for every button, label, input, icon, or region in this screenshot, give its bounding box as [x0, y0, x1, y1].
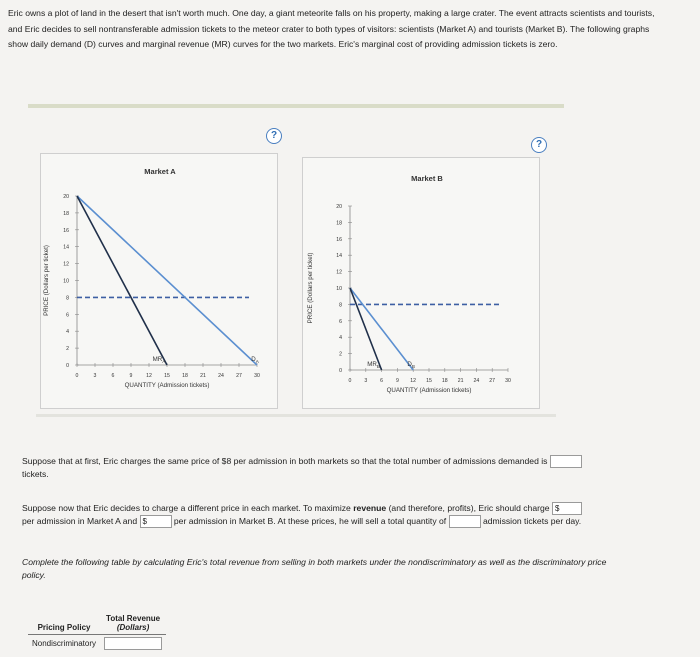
- y-tick-label: 4: [339, 335, 342, 342]
- y-tick-label: 16: [336, 236, 342, 243]
- series-label-subscript: A: [255, 359, 259, 364]
- x-tick-label: 12: [410, 378, 417, 384]
- y-tick-label: 20: [336, 204, 342, 210]
- help-icon-market-b[interactable]: ?: [531, 137, 547, 153]
- x-tick-label: 24: [218, 373, 224, 379]
- y-tick-label: 12: [336, 269, 342, 276]
- question-uniform-text: Suppose that at first, Eric charges the same price of $8 per admission in both markets so that the total number of admissions demanded is: [22, 456, 548, 466]
- series-d-label: [251, 356, 259, 364]
- series-label-main: D: [251, 356, 256, 363]
- series-label-main: D: [407, 361, 412, 368]
- series-label-subscript: B: [411, 364, 415, 369]
- q2-part2: (and therefore, profits), Eric should charge: [388, 503, 550, 513]
- q2-part4: per admission in Market B. At these prices, he will sell a total quantity of: [173, 516, 447, 527]
- y-axis-label: PRICE (Dollars per ticket): [307, 252, 314, 324]
- help-icon-market-a[interactable]: ?: [266, 128, 282, 144]
- y-axis-label: PRICE (Dollars per ticket): [43, 245, 50, 316]
- x-tick-label: 6: [111, 373, 115, 379]
- series-mr-line: [350, 288, 382, 370]
- x-tick-label: 15: [164, 373, 170, 379]
- x-axis-label: QUANTITY (Admission tickets): [124, 382, 210, 389]
- question-discriminatory-price: [22, 502, 672, 528]
- intro-paragraph: Eric owns a plot of land in the desert that isn't worth much. One day, a giant meteorite falls on his property, making a large crater. The event attracts scientists and tourists, and Eric decides to sell nontransferable admission tickets to the meteor crater to both types of visitors: scientists (Market A) and tourists (Market B). The following graphs show daily demand (D) curves and marginal revenue (MR) curves for the two markets. Eric's marginal cost of providing admission tickets is zero.: [8, 8, 655, 49]
- x-tick-label: 21: [457, 378, 464, 384]
- y-tick-label: 10: [336, 286, 342, 292]
- y-tick-label: 16: [63, 227, 69, 234]
- y-tick-label: 4: [66, 329, 69, 336]
- series-mr-label: [153, 356, 167, 364]
- x-tick-label: 6: [380, 378, 384, 384]
- series-d-line: [77, 196, 257, 365]
- q2-part1: Suppose now that Eric decides to charge a different price in each market. To maximize: [22, 503, 351, 513]
- x-tick-label: 18: [441, 378, 448, 384]
- x-tick-label: 18: [182, 373, 188, 379]
- y-tick-label: 8: [339, 302, 342, 309]
- revenue-table: [28, 612, 166, 652]
- y-tick-label: 14: [63, 244, 69, 251]
- series-d-line: [350, 288, 413, 370]
- col-header-total-revenue-line2: (Dollars): [116, 623, 150, 632]
- series-d-label: [407, 361, 415, 369]
- series-label-main: MR: [152, 356, 163, 363]
- x-tick-label: 15: [426, 378, 432, 384]
- x-tick-label: 30: [254, 373, 260, 379]
- col-header-pricing-policy: Pricing Policy: [28, 612, 100, 635]
- y-tick-label: 20: [63, 194, 69, 200]
- price-market-a-input[interactable]: [552, 502, 582, 515]
- y-tick-label: 0: [339, 368, 342, 374]
- x-tick-label: 9: [395, 378, 399, 384]
- y-tick-label: 0: [66, 363, 69, 369]
- series-mr-line: [77, 196, 167, 365]
- question-table-instructions: Complete the following table by calculating Eric's total revenue from selling in both markets under the nondiscriminatory as well as the discriminatory price policy.: [22, 557, 607, 580]
- chart-title: Market A: [144, 167, 176, 176]
- y-tick-label: 18: [336, 220, 342, 227]
- x-tick-label: 21: [200, 373, 206, 379]
- question-uniform-after: tickets.: [22, 469, 49, 480]
- x-tick-label: 24: [473, 378, 480, 384]
- y-tick-label: 2: [339, 351, 342, 358]
- y-tick-label: 8: [66, 295, 69, 302]
- question-uniform-price: [22, 455, 662, 481]
- panel-divider-bottom: [36, 414, 556, 417]
- price-market-a-dollar: $: [554, 504, 560, 514]
- y-tick-label: 2: [66, 346, 69, 353]
- total-quantity-input[interactable]: [449, 515, 481, 528]
- x-tick-label: 9: [129, 373, 133, 379]
- y-tick-label: 6: [339, 318, 342, 325]
- price-market-b-dollar: $: [142, 517, 147, 527]
- total-admissions-input[interactable]: [550, 455, 582, 468]
- x-tick-label: 3: [93, 373, 97, 379]
- q2-part5: admission tickets per day.: [482, 516, 582, 527]
- y-tick-label: 10: [63, 278, 69, 285]
- col-header-total-revenue-line1: Total Revenue: [106, 614, 161, 623]
- x-tick-label: 0: [75, 373, 79, 379]
- x-tick-label: 0: [348, 378, 352, 384]
- x-tick-label: 12: [146, 373, 152, 379]
- x-tick-label: 27: [489, 378, 496, 384]
- q2-part3: per admission in Market A and: [22, 516, 138, 527]
- x-tick-label: 30: [505, 378, 511, 384]
- col-header-total-revenue: [100, 612, 166, 635]
- y-tick-label: 6: [66, 312, 69, 319]
- panel-divider-top: [28, 104, 564, 108]
- revenue-nondiscriminatory-input[interactable]: [104, 637, 162, 650]
- market-a-chart: [40, 153, 276, 407]
- x-tick-label: 3: [364, 378, 368, 384]
- y-tick-label: 12: [63, 261, 69, 268]
- y-tick-label: 14: [336, 253, 342, 260]
- row-label-nondiscriminatory: Nondiscriminatory: [32, 639, 97, 648]
- x-tick-label: 27: [236, 373, 242, 379]
- price-market-b-input[interactable]: [140, 515, 172, 528]
- series-label-subscript: A: [162, 359, 166, 364]
- chart-title: Market B: [411, 174, 443, 183]
- table-row: [28, 635, 166, 653]
- series-label-main: MR: [367, 361, 377, 368]
- y-tick-label: 18: [63, 210, 69, 217]
- q2-bold-revenue: revenue: [353, 503, 387, 513]
- market-b-chart: [302, 157, 538, 407]
- x-axis-label: QUANTITY (Admission tickets): [386, 387, 472, 394]
- series-label-subscript: B: [376, 364, 380, 369]
